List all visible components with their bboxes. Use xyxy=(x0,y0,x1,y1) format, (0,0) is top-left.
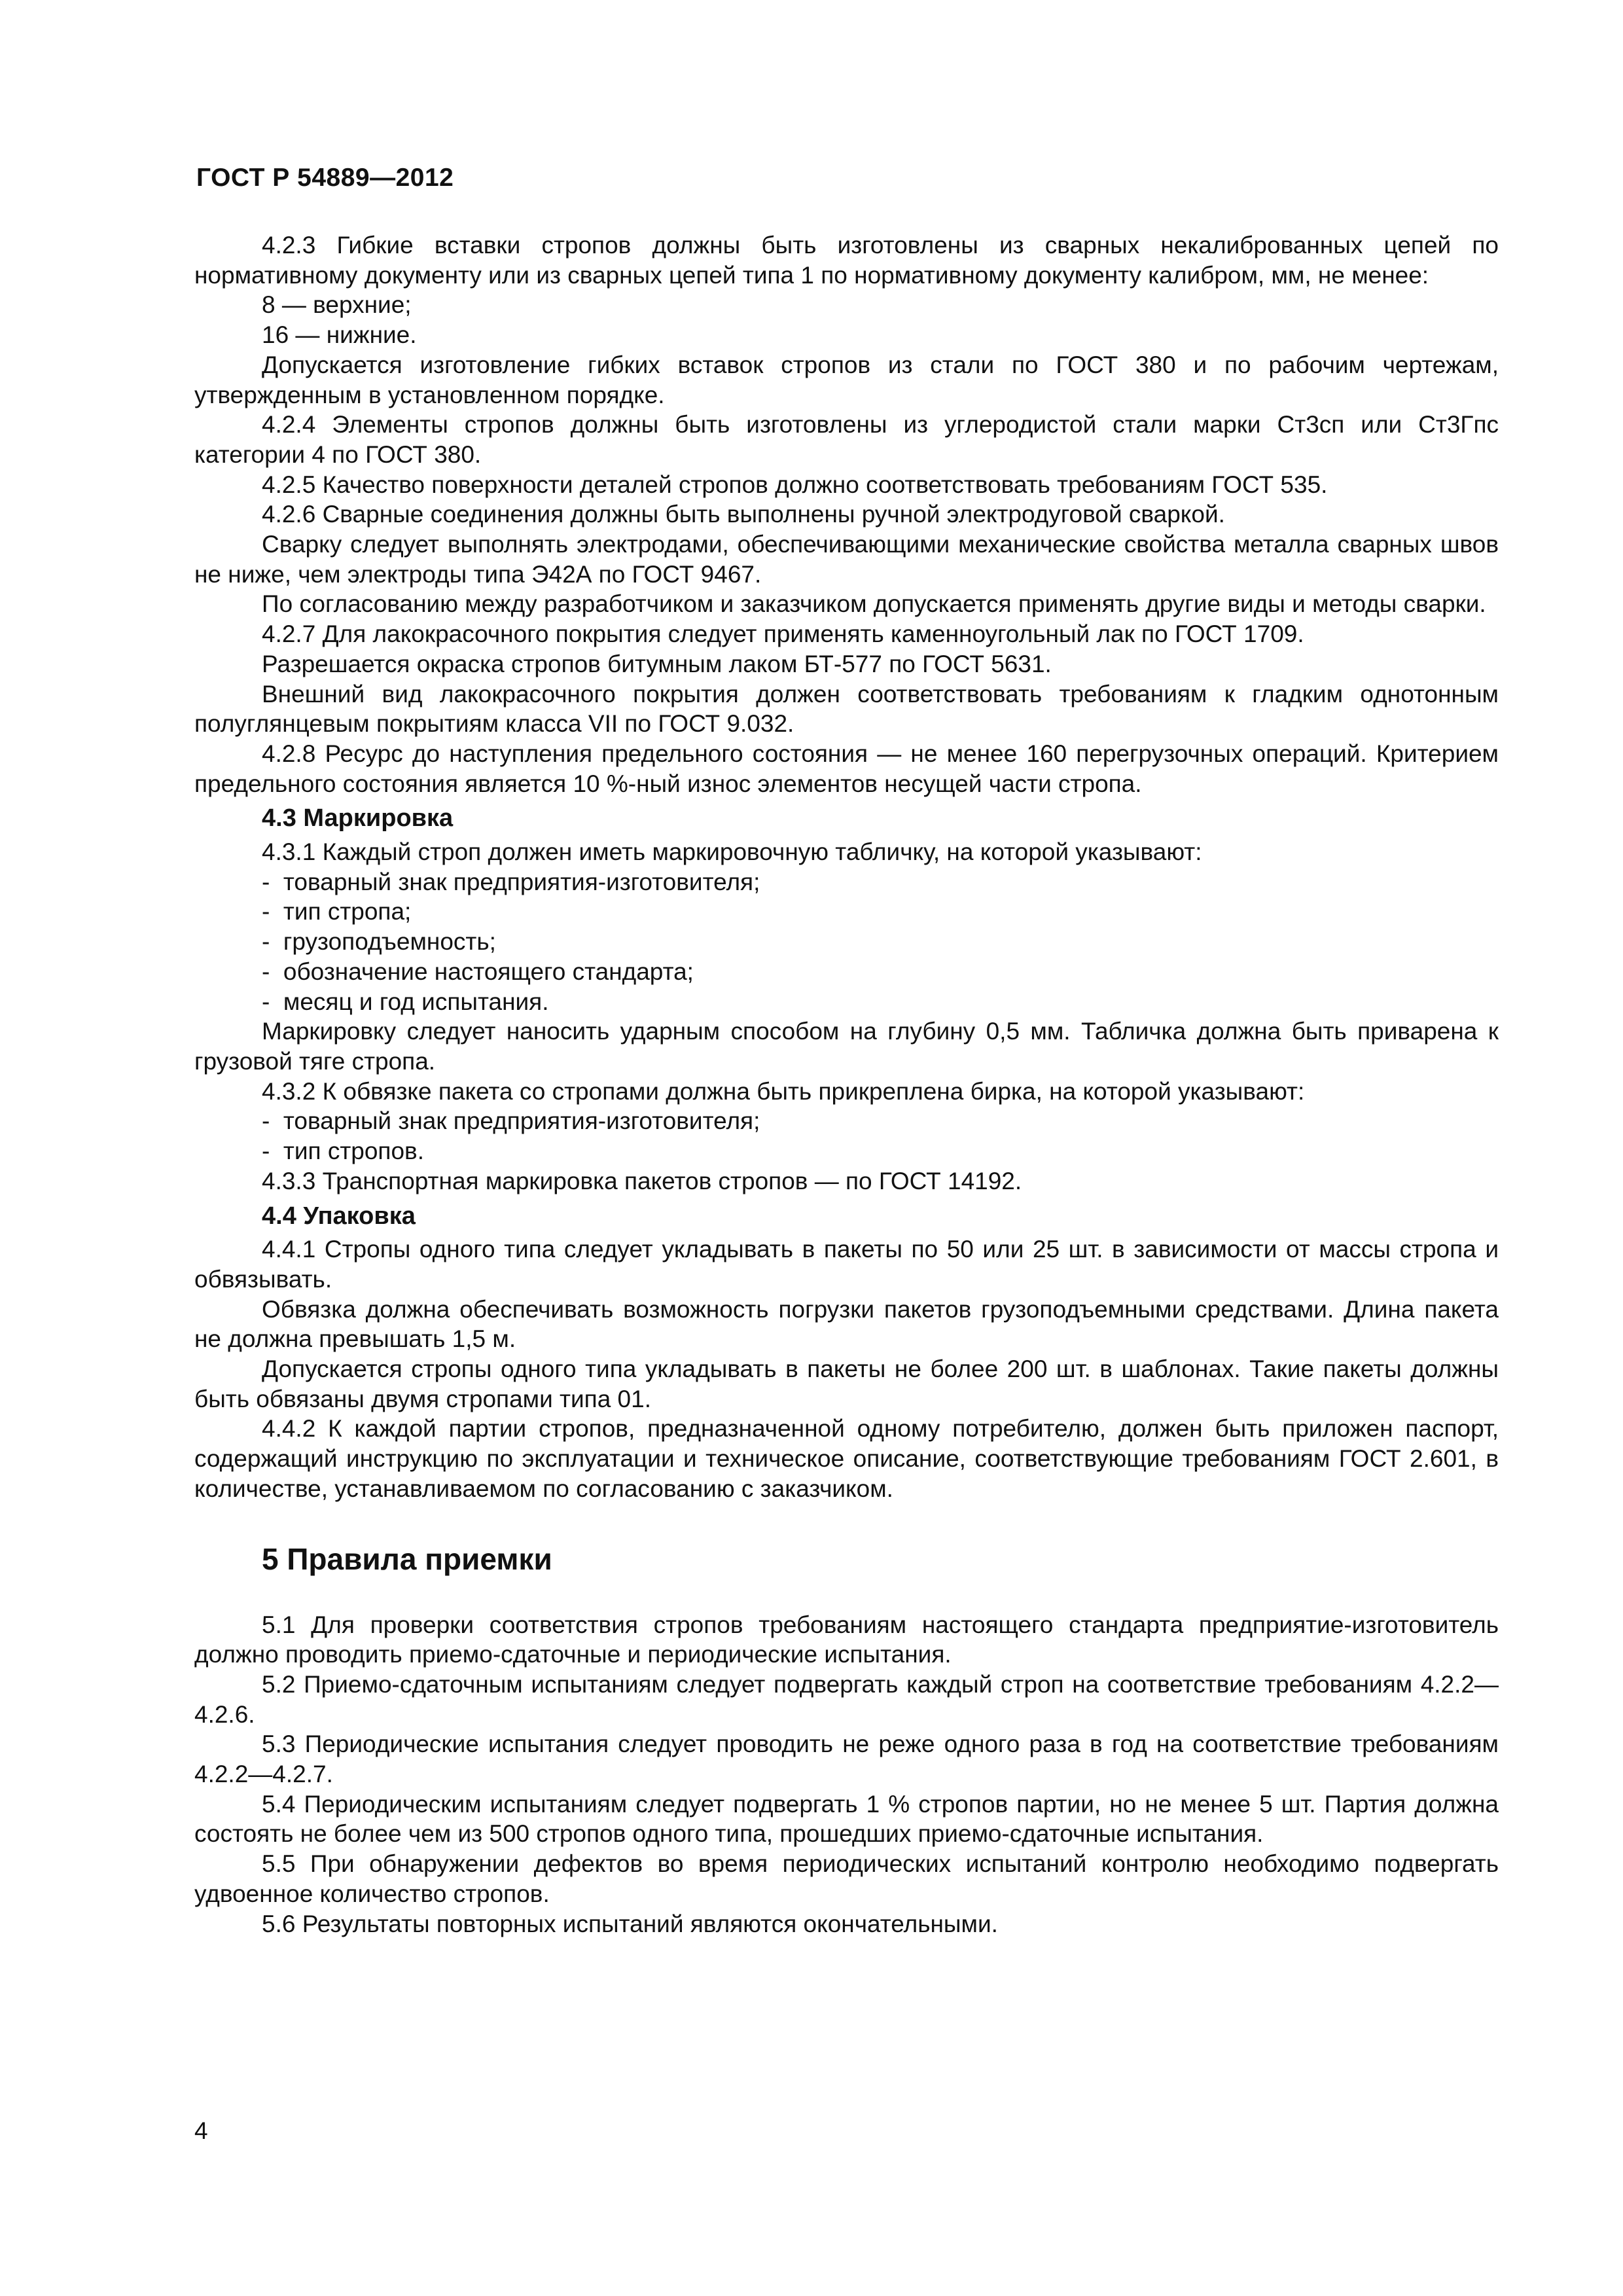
paragraph: 4.2.8 Ресурс до наступления предельного состояния — не менее 160 перегрузочных операций. Критерием предельного состояния является 10 %-ный износ элементов несущей части стропа. xyxy=(194,740,1499,797)
list-item: 8 — верхние; xyxy=(262,291,412,319)
paragraph: 4.2.6 Сварные соединения должны быть выполнены ручной электродуговой сваркой. xyxy=(262,501,1225,528)
list-item: - грузоподъемность; xyxy=(194,927,1499,957)
list-item: - тип стропа; xyxy=(194,897,1499,927)
paragraph: 5.3 Периодические испытания следует проводить не реже одного раза в год на соответствие требованиям 4.2.2—4.2.7. xyxy=(194,1731,1499,1788)
list-item: - месяц и год испытания. xyxy=(194,987,1499,1017)
list-item: 16 — нижние. xyxy=(262,321,417,349)
paragraph: 4.4.1 Стропы одного типа следует укладывать в пакеты по 50 или 25 шт. в зависимости от массы стропа и обвязывать. xyxy=(194,1236,1499,1293)
paragraph: 5.4 Периодическим испытаниям следует подвергать 1 % стропов партии, но не менее 5 шт. Партия должна состоять не более чем из 500 стропов одного типа, прошедших приемо-сдаточные испытания. xyxy=(194,1790,1499,1848)
paragraph: 4.2.5 Качество поверхности деталей стропов должно соответствовать требованиям ГОСТ 535. xyxy=(262,471,1328,498)
paragraph: 4.3.1 Каждый строп должен иметь маркировочную табличку, на которой указывают: xyxy=(262,838,1202,866)
document-body xyxy=(194,230,1499,1939)
paragraph: Допускается стропы одного типа укладывать в пакеты не более 200 шт. в шаблонах. Такие пакеты должны быть обвязаны двумя стропами типа 01. xyxy=(194,1355,1499,1412)
page-number: 4 xyxy=(194,2117,208,2144)
paragraph: Разрешается окраска стропов битумным лаком БТ-577 по ГОСТ 5631. xyxy=(262,650,1052,677)
paragraph: 4.4.2 К каждой партии стропов, предназначенной одному потребителю, должен быть приложен паспорт, содержащий инструкцию по эксплуатации и техническое описание, соответствующие требованиям ГОСТ 2.601, в количестве, устанавливаемом по согласованию с заказчиком. xyxy=(194,1415,1499,1502)
list-item: - товарный знак предприятия-изготовителя; xyxy=(194,867,1499,897)
paragraph: По согласованию между разработчиком и заказчиком допускается применять другие виды и методы сварки. xyxy=(262,590,1486,618)
paragraph: 5.5 При обнаружении дефектов во время периодических испытаний контролю необходимо подвергать удвоенное количество стропов. xyxy=(194,1850,1499,1907)
paragraph: 5.1 Для проверки соответствия стропов требованиям настоящего стандарта предприятие-изготовитель должно проводить приемо-сдаточные и периодические испытания. xyxy=(194,1611,1499,1668)
paragraph: 4.3.3 Транспортная маркировка пакетов стропов — по ГОСТ 14192. xyxy=(262,1167,1022,1194)
paragraph: Допускается изготовление гибких вставок стропов из стали по ГОСТ 380 и по рабочим чертежам, утвержденным в установленном порядке. xyxy=(194,351,1499,408)
paragraph: 4.2.3 Гибкие вставки стропов должны быть изготовлены из сварных некалиброванных цепей по нормативному документу или из сварных цепей типа 1 по нормативному документу калибром, мм, не менее: xyxy=(194,232,1499,289)
paragraph: 4.3.2 К обвязке пакета со стропами должна быть прикреплена бирка, на которой указывают: xyxy=(262,1077,1305,1105)
section-heading-4-3: 4.3 Маркировка xyxy=(262,804,454,833)
list-item: - товарный знак предприятия-изготовителя; xyxy=(194,1106,1499,1136)
section-heading-4-4: 4.4 Упаковка xyxy=(262,1202,416,1230)
paragraph: Обвязка должна обеспечивать возможность погрузки пакетов грузоподъемными средствами. Длина пакета не должна превышать 1,5 м. xyxy=(194,1295,1499,1353)
paragraph: Сварку следует выполнять электродами, обеспечивающими механические свойства металла сварных швов не ниже, чем электроды типа Э42А по ГОСТ 9467. xyxy=(194,531,1499,588)
paragraph: Внешний вид лакокрасочного покрытия должен соответствовать требованиям к гладким однотонным полуглянцевым покрытиям класса VII по ГОСТ 9.032. xyxy=(194,680,1499,738)
paragraph: 4.2.4 Элементы стропов должны быть изготовлены из углеродистой стали марки Ст3сп или Ст3Гпс категории 4 по ГОСТ 380. xyxy=(194,411,1499,468)
paragraph: 5.2 Приемо-сдаточным испытаниям следует подвергать каждый строп на соответствие требованиям 4.2.2—4.2.6. xyxy=(194,1670,1499,1728)
paragraph: Маркировку следует наносить ударным способом на глубину 0,5 мм. Табличка должна быть приварена к грузовой тяге стропа. xyxy=(194,1018,1499,1075)
document-header-code: ГОСТ Р 54889—2012 xyxy=(196,164,454,192)
paragraph: 4.2.7 Для лакокрасочного покрытия следует применять каменноугольный лак по ГОСТ 1709. xyxy=(262,620,1304,648)
paragraph: 5.6 Результаты повторных испытаний являются окончательными. xyxy=(262,1910,998,1937)
list-item: - обозначение настоящего стандарта; xyxy=(194,957,1499,987)
list-item: - тип стропов. xyxy=(194,1136,1499,1166)
section-heading-5: 5 Правила приемки xyxy=(262,1541,552,1576)
